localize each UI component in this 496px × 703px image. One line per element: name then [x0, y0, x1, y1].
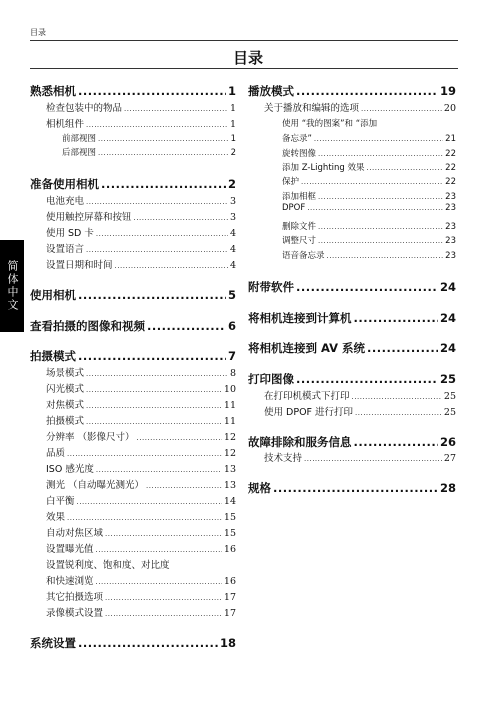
toc-entry-page: 4 — [229, 244, 236, 255]
toc-entry[interactable] — [46, 100, 236, 114]
toc-entry-page: 23 — [445, 222, 456, 232]
toc-entry[interactable] — [282, 220, 456, 232]
toc-leader-dots — [105, 528, 222, 539]
toc-entry[interactable] — [46, 605, 236, 619]
toc-entry-page: 1 — [230, 134, 236, 144]
toc-leader-dots — [137, 432, 222, 443]
toc-entry-page: 21 — [445, 134, 456, 144]
toc-leader-dots — [98, 148, 229, 158]
toc-entry[interactable] — [46, 509, 236, 523]
toc-entry-title: 拍摄模式 — [30, 349, 76, 363]
toc-leader-dots — [327, 251, 444, 261]
toc-entry-page: 22 — [445, 163, 456, 173]
toc-leader-dots — [96, 576, 222, 587]
toc-entry-page: 16 — [223, 576, 236, 587]
toc-leader-dots — [115, 260, 228, 271]
toc-leader-dots — [86, 244, 228, 255]
toc-entry[interactable] — [46, 461, 236, 475]
toc-leader-dots — [77, 496, 222, 507]
toc-entry[interactable] — [30, 176, 236, 192]
toc-entry-title: 效果 — [46, 512, 66, 523]
toc-entry[interactable] — [30, 348, 236, 364]
toc-entry-title: 规格 — [248, 481, 271, 495]
toc-entry-title: 将相机连接到 AV 系统 — [248, 341, 366, 355]
toc-entry[interactable] — [30, 318, 236, 334]
toc-entry[interactable] — [46, 257, 236, 271]
toc-entry-title: 系统设置 — [30, 636, 76, 650]
toc-entry[interactable] — [46, 445, 236, 459]
header-rule — [30, 40, 458, 41]
toc-entry-page: 10 — [223, 384, 236, 395]
toc-entry-page: 1 — [229, 103, 236, 114]
toc-entry[interactable] — [46, 429, 236, 443]
language-tab: 简体中文 — [0, 240, 24, 332]
toc-entry-title: 自动对焦区域 — [46, 528, 104, 539]
toc-entry[interactable] — [46, 116, 236, 130]
toc-entry-page: 8 — [229, 368, 236, 379]
toc-entry-page: 3 — [229, 196, 236, 207]
toc-entry[interactable] — [46, 477, 236, 491]
toc-entry-title: 录像模式设置 — [46, 608, 104, 619]
toc-entry-page: 24 — [439, 341, 456, 355]
toc-leader-dots — [78, 84, 226, 98]
toc-entry-title: ISO 感光度 — [46, 464, 94, 475]
toc-entry-page: 23 — [445, 192, 456, 202]
toc-entry-title: 故障排除和服务信息 — [248, 435, 352, 449]
toc-entry[interactable] — [30, 635, 236, 651]
toc-entry[interactable] — [282, 132, 456, 144]
toc-leader-dots — [86, 384, 222, 395]
toc-entry[interactable] — [46, 525, 236, 539]
toc-entry[interactable] — [248, 83, 456, 99]
toc-leader-dots — [86, 400, 222, 411]
toc-entry-page: 24 — [439, 311, 456, 325]
toc-entry-title: 使用 DPOF 进行打印 — [264, 407, 354, 418]
toc-entry[interactable] — [282, 175, 456, 187]
toc-entry[interactable] — [248, 480, 456, 496]
toc-leader-dots — [307, 203, 443, 213]
toc-entry-title: 对焦模式 — [46, 400, 85, 411]
toc-leader-dots — [67, 512, 222, 523]
toc-entry-title: 关于播放和编辑的选项 — [264, 103, 360, 114]
toc-leader-dots — [354, 435, 438, 449]
toc-entry-page: 1 — [227, 84, 236, 98]
toc-entry[interactable] — [46, 209, 236, 223]
toc-entry-page: 25 — [443, 407, 456, 418]
toc-entry-title: DPOF — [282, 203, 306, 213]
toc-entry[interactable] — [282, 203, 456, 213]
toc-entry[interactable] — [46, 193, 236, 207]
toc-entry-page: 25 — [439, 372, 456, 386]
toc-entry-page: 17 — [223, 592, 236, 603]
toc-leader-dots — [96, 544, 222, 555]
toc-entry[interactable] — [46, 413, 236, 427]
toc-leader-dots — [134, 212, 228, 223]
toc-leader-dots — [355, 407, 442, 418]
toc-leader-dots — [318, 222, 443, 232]
toc-leader-dots — [296, 372, 438, 386]
toc-leader-dots — [318, 149, 443, 159]
toc-entry-title: 调整尺寸 — [282, 236, 317, 246]
toc-entry-page: 25 — [443, 391, 456, 402]
toc-entry[interactable] — [248, 310, 456, 326]
title-rule — [30, 68, 458, 69]
toc-entry-page: 12 — [223, 448, 236, 459]
toc-entry-title: 设置曝光值 — [46, 544, 94, 555]
toc-entry-page: 14 — [223, 496, 236, 507]
toc-entry[interactable] — [264, 404, 456, 418]
toc-leader-dots — [296, 280, 438, 294]
toc-leader-dots — [296, 84, 438, 98]
toc-entry-title: 设置日期和时间 — [46, 260, 113, 271]
toc-entry-wrapped-line: 使用 “我的图案”和 “添加 — [282, 119, 378, 129]
toc-entry[interactable] — [282, 190, 456, 202]
toc-leader-dots — [367, 341, 438, 355]
toc-leader-dots — [105, 592, 222, 603]
toc-entry-page: 15 — [223, 528, 236, 539]
toc-entry-title: 添加 Z-Lighting 效果 — [282, 163, 365, 173]
toc-entry-page: 20 — [443, 103, 456, 114]
toc-entry-title: 前部视图 — [62, 134, 97, 144]
toc-entry-page: 6 — [227, 319, 236, 333]
toc-entry-page: 22 — [445, 149, 456, 159]
toc-entry[interactable] — [264, 100, 456, 114]
toc-entry-page: 26 — [439, 435, 456, 449]
toc-leader-dots — [314, 134, 443, 144]
toc-entry[interactable] — [248, 434, 456, 450]
toc-entry-title: 使用触控屏幕和按钮 — [46, 212, 132, 223]
toc-entry-title: 和快速浏览 — [46, 576, 94, 587]
toc-leader-dots — [361, 103, 442, 114]
toc-entry[interactable] — [46, 241, 236, 255]
toc-entry-page: 19 — [439, 84, 456, 98]
toc-entry-title: 拍摄模式 — [46, 416, 85, 427]
toc-leader-dots — [147, 319, 226, 333]
toc-entry-page: 23 — [445, 236, 456, 246]
toc-leader-dots — [98, 134, 229, 144]
toc-entry-page: 23 — [445, 203, 456, 213]
toc-entry[interactable] — [282, 249, 456, 261]
toc-leader-dots — [301, 177, 443, 187]
toc-leader-dots — [86, 416, 222, 427]
toc-entry[interactable] — [62, 132, 236, 144]
toc-leader-dots — [304, 453, 442, 464]
toc-entry-title: 检查包装中的物品 — [46, 103, 123, 114]
toc-entry-page: 13 — [223, 464, 236, 475]
toc-entry[interactable] — [46, 573, 236, 587]
toc-entry-title: 闪光模式 — [46, 384, 85, 395]
toc-leader-dots — [78, 636, 218, 650]
toc-entry-title: 分辨率 （影像尺寸） — [46, 432, 135, 443]
page-title: 目录 — [232, 49, 263, 67]
toc-entry[interactable] — [30, 83, 236, 99]
toc-entry-title: 场景模式 — [46, 368, 85, 379]
toc-entry-title: 品质 — [46, 448, 66, 459]
toc-entry-page: 2 — [227, 177, 236, 191]
toc-entry[interactable] — [46, 541, 236, 555]
toc-entry-title: 其它拍摄选项 — [46, 592, 104, 603]
toc-entry-page: 13 — [223, 480, 236, 491]
toc-leader-dots — [96, 228, 228, 239]
toc-entry-title: 使用相机 — [30, 288, 76, 302]
toc-entry[interactable] — [264, 450, 456, 464]
toc-entry[interactable] — [46, 493, 236, 507]
toc-entry[interactable] — [264, 388, 456, 402]
toc-entry-page: 15 — [223, 512, 236, 523]
toc-entry-page: 3 — [229, 212, 236, 223]
toc-entry-title: 测光 （自动曝光测光） — [46, 480, 145, 491]
toc-entry-title: 备忘录” — [282, 134, 312, 144]
toc-entry-title: 附带软件 — [248, 280, 294, 294]
toc-entry[interactable] — [248, 279, 456, 295]
toc-leader-dots — [86, 196, 228, 207]
toc-entry[interactable] — [62, 146, 236, 158]
toc-entry-title: 电池充电 — [46, 196, 85, 207]
toc-leader-dots — [96, 464, 222, 475]
toc-leader-dots — [78, 349, 226, 363]
toc-entry-page: 4 — [229, 228, 236, 239]
toc-entry-title: 使用 SD 卡 — [46, 228, 94, 239]
toc-entry[interactable] — [282, 147, 456, 159]
toc-entry-page: 11 — [223, 416, 236, 427]
toc-leader-dots — [367, 163, 444, 173]
toc-entry-title: 在打印机模式下打印 — [264, 391, 350, 402]
toc-entry-title: 查看拍摄的图像和视频 — [30, 319, 145, 333]
toc-entry-title: 相机组件 — [46, 119, 85, 130]
toc-entry-page: 2 — [230, 148, 236, 158]
toc-entry-page: 11 — [223, 400, 236, 411]
toc-entry-title: 打印图像 — [248, 372, 294, 386]
toc-leader-dots — [318, 236, 443, 246]
toc-entry-title: 播放模式 — [248, 84, 294, 98]
toc-entry-title: 语音备忘录 — [282, 251, 325, 261]
toc-leader-dots — [86, 368, 228, 379]
toc-entry-page: 17 — [223, 608, 236, 619]
toc-entry[interactable] — [30, 287, 236, 303]
toc-entry[interactable] — [248, 340, 456, 356]
toc-entry-page: 18 — [219, 636, 236, 650]
toc-entry-title: 技术支持 — [264, 453, 303, 464]
toc-entry-page: 7 — [227, 349, 236, 363]
toc-leader-dots — [146, 480, 222, 491]
toc-entry[interactable] — [46, 397, 236, 411]
toc-entry-title: 白平衡 — [46, 496, 75, 507]
toc-entry-page: 24 — [439, 280, 456, 294]
toc-entry-page: 4 — [229, 260, 236, 271]
toc-entry-page: 12 — [223, 432, 236, 443]
toc-entry-page: 23 — [445, 251, 456, 261]
toc-entry-title: 准备使用相机 — [30, 177, 99, 191]
toc-leader-dots — [78, 288, 226, 302]
toc-entry-page: 1 — [229, 119, 236, 130]
toc-entry-title: 将相机连接到计算机 — [248, 311, 352, 325]
toc-entry-title: 旋转图像 — [282, 149, 317, 159]
toc-entry[interactable] — [46, 381, 236, 395]
toc-entry[interactable] — [46, 365, 236, 379]
toc-entry-page: 5 — [227, 288, 236, 302]
toc-entry-title: 熟悉相机 — [30, 84, 76, 98]
toc-leader-dots — [86, 119, 228, 130]
toc-entry-page: 27 — [443, 453, 456, 464]
toc-entry-page: 22 — [445, 177, 456, 187]
toc-leader-dots — [101, 177, 226, 191]
toc-entry-wrapped-line: 设置锐利度、饱和度、对比度 — [46, 560, 170, 571]
toc-entry[interactable] — [248, 371, 456, 387]
toc-leader-dots — [318, 192, 443, 202]
toc-entry-title: 后部视图 — [62, 148, 97, 158]
toc-entry[interactable] — [282, 161, 456, 173]
toc-entry-title: 添加相框 — [282, 192, 317, 202]
toc-leader-dots — [67, 448, 222, 459]
toc-entry-title: 删除文件 — [282, 222, 317, 232]
toc-leader-dots — [352, 391, 442, 402]
toc-entry-title: 保护 — [282, 177, 300, 187]
toc-entry-title: 设置语言 — [46, 244, 85, 255]
toc-entry[interactable] — [282, 234, 456, 246]
toc-leader-dots — [124, 103, 228, 114]
toc-leader-dots — [354, 311, 438, 325]
toc-entry-page: 16 — [223, 544, 236, 555]
running-header: 目录 — [30, 28, 46, 37]
toc-leader-dots — [273, 481, 438, 495]
toc-leader-dots — [105, 608, 222, 619]
toc-entry[interactable] — [46, 225, 236, 239]
toc-entry[interactable] — [46, 589, 236, 603]
toc-entry-page: 28 — [439, 481, 456, 495]
